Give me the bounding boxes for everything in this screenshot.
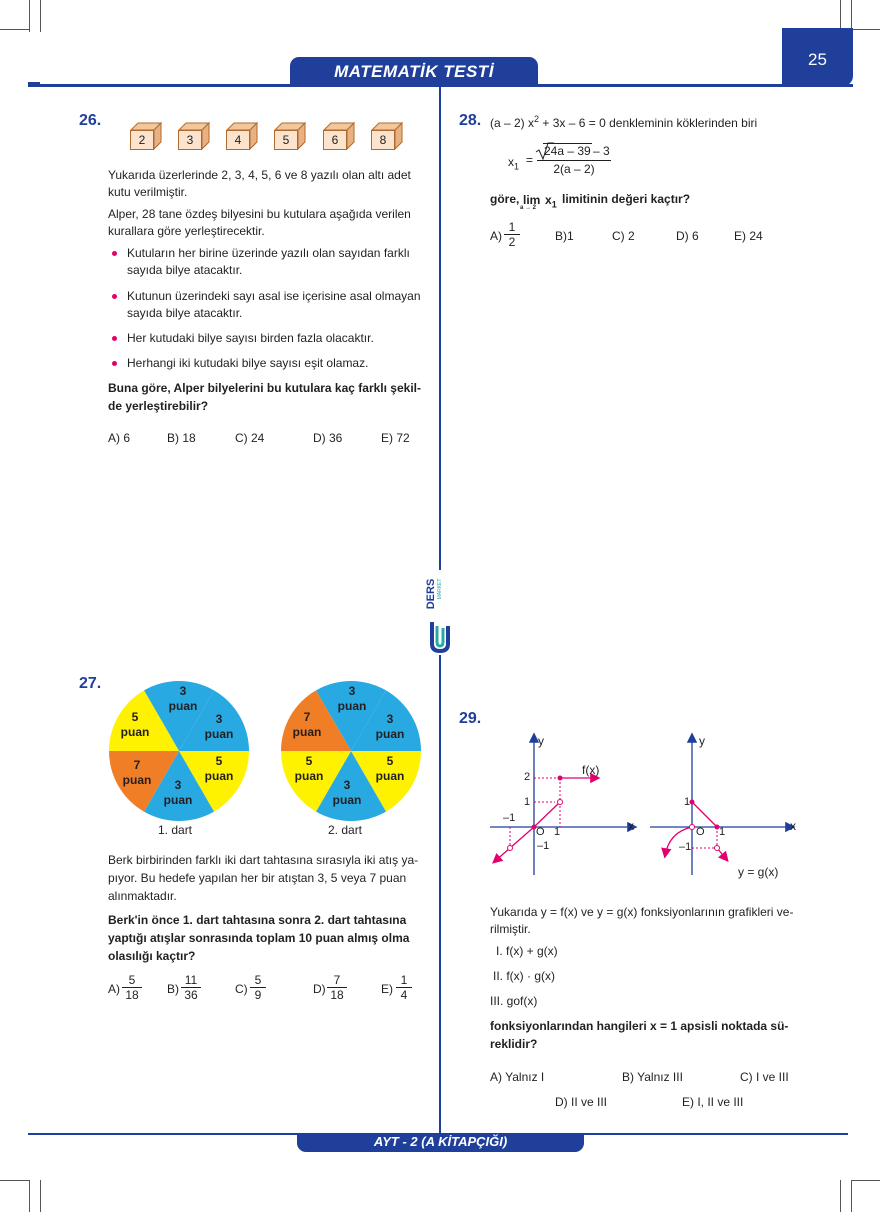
q26-text: Yukarıda üzerlerinde 2, 3, 4, 5, 6 ve 8 yazılı olan altı adet xyxy=(108,168,411,182)
q27-question: olasılığı kaçtır? xyxy=(108,949,196,963)
q27-text: alınmaktadır. xyxy=(108,889,177,903)
rule-item: Her kutudaki bilye sayısı birden fazla olacaktır. xyxy=(127,331,374,345)
sector-label: 3 puan xyxy=(332,778,362,807)
tick-label: 1 xyxy=(719,826,726,838)
root-argument: 24a – 39 xyxy=(544,144,591,158)
option-fraction: $\frac{1}{2}$ xyxy=(504,220,520,249)
rule-item: Kutunun üzerindeki sayı asal ise içerisine asal olmayan xyxy=(127,289,421,303)
option-c[interactable]: C) I ve III xyxy=(740,1070,789,1084)
statement-item: I. f(x) + g(x) xyxy=(496,944,558,958)
sector-label: 5 puan xyxy=(375,754,405,783)
x-axis-label: x xyxy=(790,819,796,833)
q29-text: rilmiştir. xyxy=(490,922,531,936)
option-c[interactable]: C) 2 xyxy=(612,229,635,243)
rule-item: sayıda bilye atacaktır. xyxy=(127,306,243,320)
f-segment xyxy=(534,802,560,827)
equals-sign: = xyxy=(526,153,534,167)
option-c[interactable]: C) 24 xyxy=(235,431,265,445)
origin-label: O xyxy=(696,826,705,838)
q26-text: kurallara göre yerleştirecektir. xyxy=(108,224,265,238)
tick-label: –1 xyxy=(537,840,550,852)
fraction-bar xyxy=(537,160,611,161)
sector-label: 5 puan xyxy=(294,754,324,783)
option-e[interactable]: E) 24 xyxy=(734,229,763,243)
f-label: f(x) xyxy=(582,763,600,777)
denominator: 2(a – 2) xyxy=(553,162,595,176)
option-a[interactable]: A) Yalnız I xyxy=(490,1070,545,1084)
tick-label: 1 xyxy=(554,826,561,838)
sector-label: 5 puan xyxy=(120,710,150,739)
page-number: 25 xyxy=(782,28,853,86)
q26-text: kutu verilmiştir. xyxy=(108,185,188,199)
sector-label: 3 puan xyxy=(337,684,367,713)
rule-item: sayıda bilye atacaktır. xyxy=(127,263,243,277)
option-e[interactable]: E) I, II ve III xyxy=(682,1095,744,1109)
option-fraction: $\frac{5}{9}$ xyxy=(250,973,266,1002)
rule-item: Kutuların her birine üzerinde yazılı olan sayıdan farklı xyxy=(127,246,410,260)
q29-text: Yukarıda y = f(x) ve y = g(x) fonksiyonlarının grafikleri ve- xyxy=(490,905,794,919)
q26-question: Buna göre, Alper bilyelerini bu kutulara kaç farklı şekil- xyxy=(108,381,421,395)
statement-item: III. gof(x) xyxy=(490,994,538,1008)
option-a[interactable]: A) 6 xyxy=(108,431,131,445)
x1-label: $x_1$ xyxy=(508,155,520,172)
number-box: 8 xyxy=(371,130,395,150)
dart-boards xyxy=(106,681,426,821)
brand-clip-icon xyxy=(425,618,455,654)
option-fraction: $\frac{1}{4}$ xyxy=(396,973,412,1002)
g-segment xyxy=(692,802,717,827)
sector-label: 5 puan xyxy=(204,754,234,783)
option-b[interactable]: B) 18 xyxy=(167,431,196,445)
option-e[interactable]: E) 72 xyxy=(381,431,410,445)
page-title: MATEMATİK TESTİ xyxy=(290,57,538,86)
option-fraction: $\frac{5}{18}$ xyxy=(122,973,142,1002)
option-d[interactable]: D) II ve III xyxy=(555,1095,608,1109)
tick-label: –1 xyxy=(503,812,516,824)
graph-g xyxy=(645,730,805,880)
option-label: C) xyxy=(235,982,248,996)
q29-question: reklidir? xyxy=(490,1037,538,1051)
lim-subscript: a → 2 xyxy=(520,205,537,211)
statement-item: II. f(x) · g(x) xyxy=(493,969,555,983)
number-box: 6 xyxy=(323,130,347,150)
dart-caption: 1. dart xyxy=(158,823,193,837)
question-26-number: 26. xyxy=(79,112,102,129)
lim-symbol: lim xyxy=(523,193,541,207)
dart-caption: 2. dart xyxy=(328,823,363,837)
booklet-label: AYT - 2 (A KİTAPÇIĞI) xyxy=(297,1133,584,1152)
tick-label: 2 xyxy=(524,771,531,783)
option-fraction: $\frac{11}{36}$ xyxy=(181,973,201,1002)
q28-equation: (a – 2) $x^2 + 3x - 6 = 0$ denkleminin köklerinden biri xyxy=(490,114,758,130)
sector-label: 3 puan xyxy=(375,712,405,741)
option-d[interactable]: D) 36 xyxy=(313,431,343,445)
bullet-icon xyxy=(112,294,117,299)
y-axis-label: y xyxy=(538,734,544,748)
q26-text: Alper, 28 tane özdeş bilyesini bu kutulara aşağıda verilen xyxy=(108,207,411,221)
option-d[interactable]: D) 6 xyxy=(676,229,699,243)
option-label: A) xyxy=(108,982,120,996)
question-29-number: 29. xyxy=(459,710,482,727)
tick-label: 1 xyxy=(524,796,531,808)
lim-variable: $x_1$ xyxy=(545,193,557,210)
sector-label: 7 puan xyxy=(292,710,322,739)
tick-label: 1 xyxy=(684,796,691,808)
y-axis-label: y xyxy=(699,734,705,748)
q29-question: fonksiyonlarından hangileri x = 1 apsisli noktada sü- xyxy=(490,1019,789,1033)
question-27-number: 27. xyxy=(79,675,102,692)
number-box: 5 xyxy=(274,130,298,150)
box-3d-edges xyxy=(128,121,408,151)
x-axis-label: x xyxy=(628,819,634,833)
option-b[interactable]: B) Yalnız III xyxy=(622,1070,683,1084)
option-b[interactable]: B)1 xyxy=(555,229,574,243)
option-label: A) xyxy=(490,229,502,243)
bullet-icon xyxy=(112,361,117,366)
q27-question: yaptığı atışlar sonrasında toplam 10 puan almış olma xyxy=(108,931,410,945)
bullet-icon xyxy=(112,251,117,256)
q27-question: Berk'in önce 1. dart tahtasına sonra 2. dart tahtasına xyxy=(108,913,407,927)
sector-label: 7 puan xyxy=(122,758,152,787)
root-minus: – 3 xyxy=(593,144,610,158)
option-label: B) xyxy=(167,982,179,996)
number-box: 4 xyxy=(226,130,250,150)
header-accent xyxy=(28,82,40,87)
origin-label: O xyxy=(536,826,545,838)
q28-question: limitinin değeri kaçtır? xyxy=(562,192,691,206)
question-28-number: 28. xyxy=(459,112,482,129)
q27-text: pıyor. Bu hedefe yapılan her bir atıştan 3, 5 veya 7 puan xyxy=(108,871,407,885)
brand-word: DERS xyxy=(425,578,437,610)
brand-logo xyxy=(425,570,455,655)
bullet-icon xyxy=(112,336,117,341)
graph-f xyxy=(480,730,650,880)
option-label: E) xyxy=(381,982,393,996)
g-label: y = g(x) xyxy=(738,865,779,879)
brand-subword: MARKET xyxy=(437,578,443,600)
option-label: D) xyxy=(313,982,326,996)
q27-text: Berk birbirinden farklı iki dart tahtasına sırasıyla iki atış ya- xyxy=(108,853,419,867)
rule-item: Herhangi iki kutudaki bilye sayısı eşit olamaz. xyxy=(127,356,369,370)
q26-question: de yerleştirebilir? xyxy=(108,399,209,413)
sector-label: 3 puan xyxy=(163,778,193,807)
q28-question: göre, xyxy=(490,192,520,206)
sector-label: 3 puan xyxy=(168,684,198,713)
tick-label: –1 xyxy=(679,841,692,853)
number-box: 3 xyxy=(178,130,202,150)
sector-label: 3 puan xyxy=(204,712,234,741)
number-box: 2 xyxy=(130,130,154,150)
option-fraction: $\frac{7}{18}$ xyxy=(327,973,347,1002)
